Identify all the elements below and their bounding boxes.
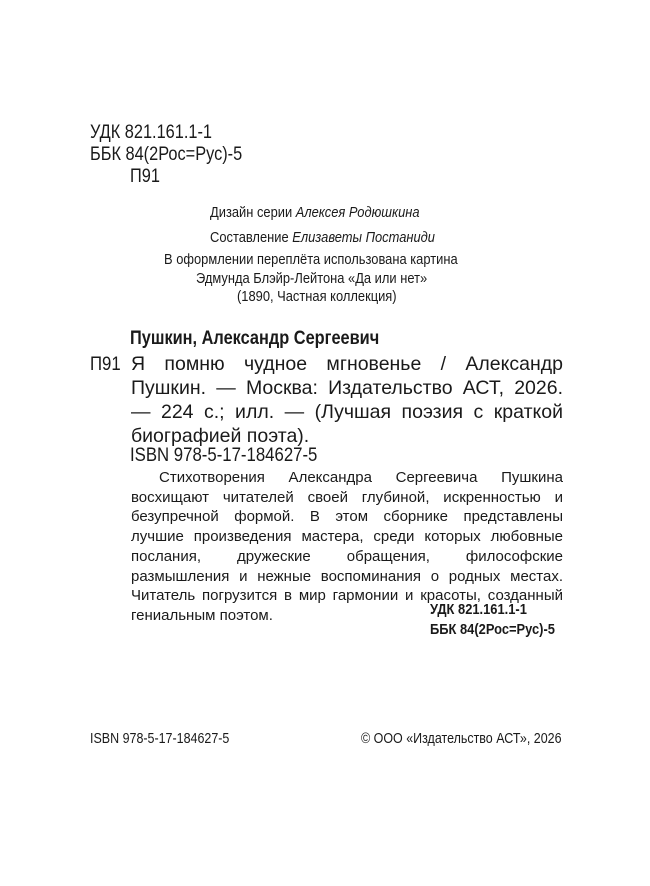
entry-description: Я помню чудное мгновенье / Александр Пушкин. — Москва: Издательство АСТ, 2026. — 224 с.; илл. — (Лучшая поэзия с краткой биографией поэта). <box>131 353 563 447</box>
udk-code-footer: УДК 821.161.1-1 <box>430 601 527 618</box>
cover-art-credit-line-1: В оформлении переплёта использована картина <box>164 251 458 268</box>
classification-codes-footer <box>430 600 575 639</box>
compiler-credit: Составление Елизаветы Постаниди <box>210 229 435 246</box>
author-cipher: П91 <box>130 166 160 187</box>
entry-cipher: П91 <box>90 353 121 375</box>
classification-codes-header <box>90 122 267 188</box>
bbk-code-footer: ББК 84(2Рос=Рус)-5 <box>430 620 555 638</box>
bibliographic-entry <box>90 352 630 448</box>
entry-author: Пушкин, Александр Сергеевич <box>130 328 380 349</box>
annotation-text: Стихотворения Александра Сергеевича Пушкина восхищают читателей своей глубиной, искренностью и безупречной формой. В этом сборнике представлены лучшие произведения мастера, среди которых любовные послания, дружеские обращения, философские размышления и нежные воспоминания о родных местах. Читатель погрузится в мир гармонии и красоты, созданный гениальным поэтом. <box>131 469 563 624</box>
bbk-code: ББК 84(2Рос=Рус)-5 <box>90 144 243 165</box>
footer-copyright: © ООО «Издательство АСТ», 2026 <box>361 731 562 747</box>
udk-code: УДК 821.161.1-1 <box>90 122 212 143</box>
cover-art-credit-line-2: Эдмунда Блэйр-Лейтона «Да или нет» <box>196 270 428 287</box>
entry-isbn: ISBN 978-5-17-184627-5 <box>130 444 318 466</box>
footer-isbn: ISBN 978-5-17-184627-5 <box>90 731 230 747</box>
series-design-credit: Дизайн серии Алексея Родюшкина <box>210 204 420 221</box>
cover-art-credit-line-3: (1890, Частная коллекция) <box>237 288 397 305</box>
